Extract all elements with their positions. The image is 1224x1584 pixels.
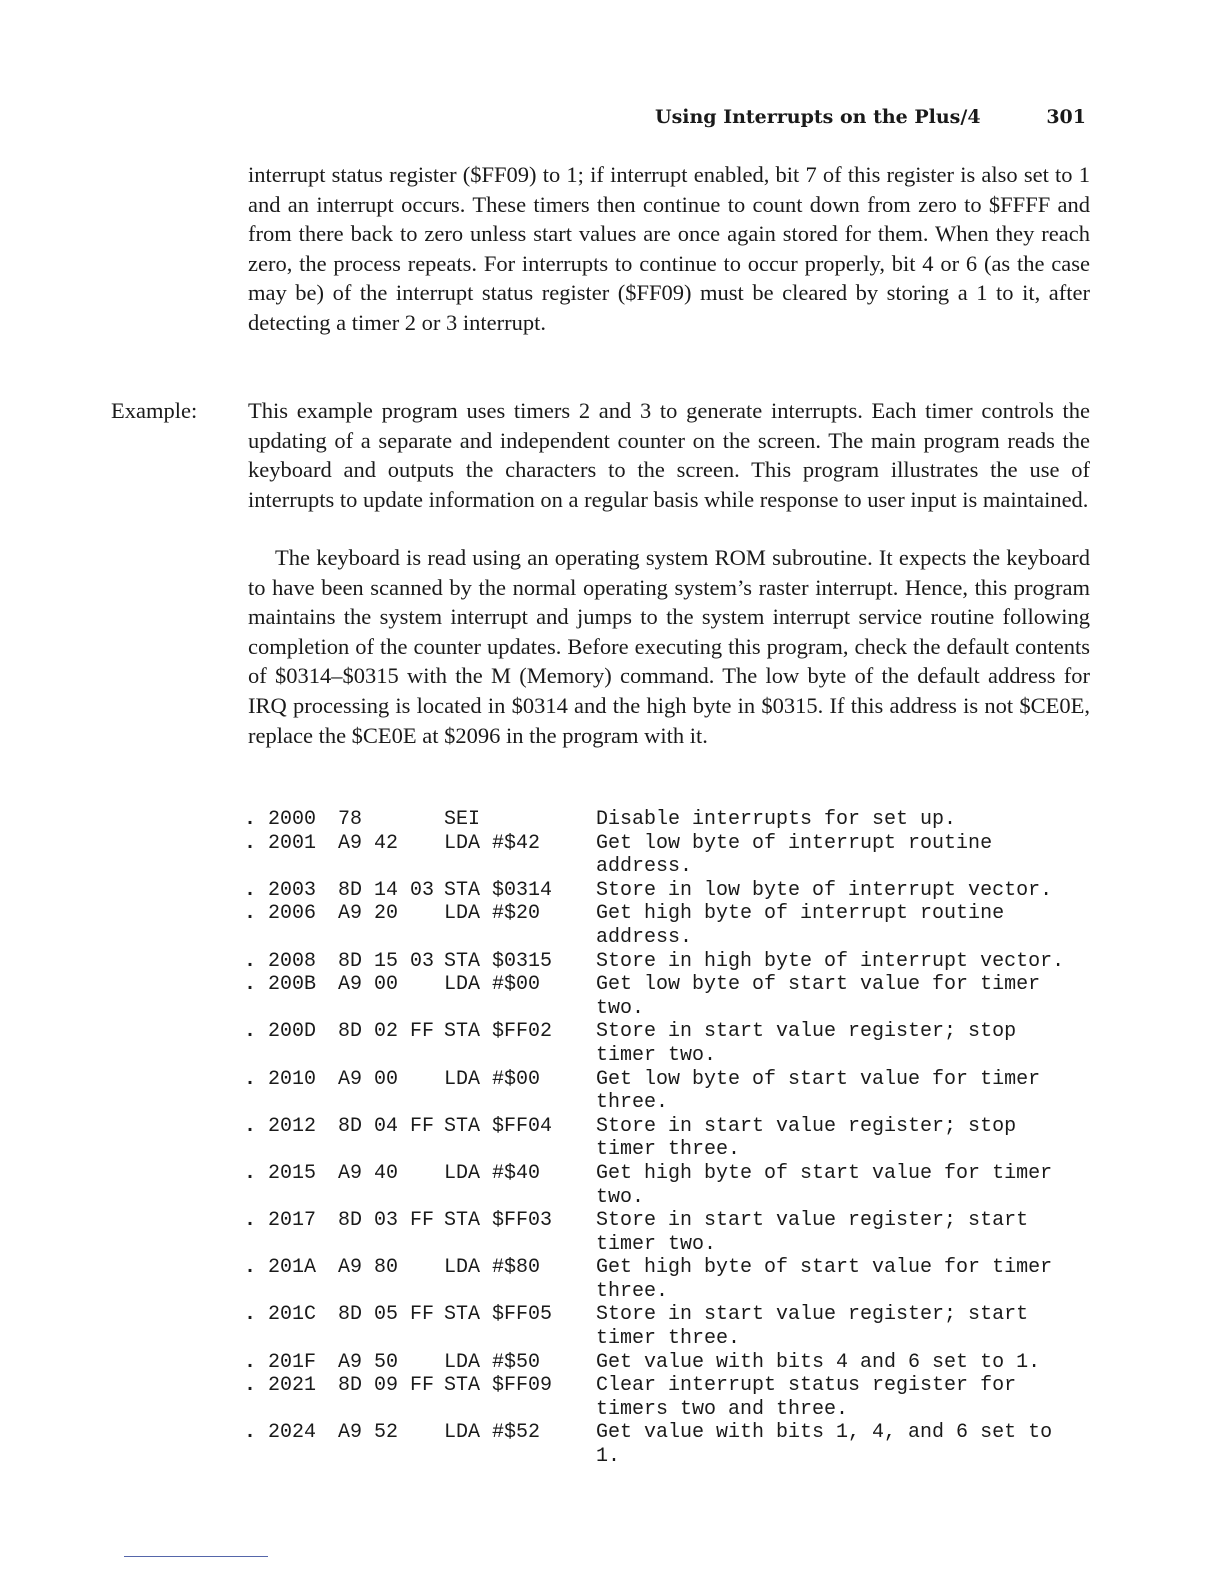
row-address: 2010: [268, 1067, 317, 1091]
example-label: Example:: [111, 398, 198, 423]
row-address: 200D: [268, 1020, 317, 1044]
row-address: 2001: [268, 831, 317, 855]
listing-row: [244, 879, 1094, 903]
row-bytes: A9 52: [338, 1421, 399, 1445]
assembly-listing: [244, 808, 1094, 1469]
row-bytes: 8D 14 03: [338, 878, 435, 902]
row-marker: .: [244, 831, 257, 855]
row-instruction: LDA #$00: [444, 1067, 541, 1091]
row-comment: Disable interrupts for set up.: [596, 808, 957, 831]
row-instruction: LDA #$42: [444, 831, 541, 855]
row-instruction: LDA #$80: [444, 1256, 541, 1280]
row-comment: Get value with bits 4 and 6 set to 1.: [596, 1350, 1041, 1374]
listing-row: [244, 1374, 1094, 1421]
listing-row: [244, 950, 1094, 974]
row-bytes: 8D 03 FF: [338, 1209, 435, 1233]
row-marker: .: [244, 1374, 257, 1398]
row-bytes: A9 50: [338, 1350, 399, 1374]
row-marker: .: [244, 1020, 257, 1044]
row-instruction: STA $FF05: [444, 1303, 553, 1327]
row-comment: Get low byte of start value for timer three.: [596, 1067, 1041, 1115]
row-bytes: A9 00: [338, 973, 399, 997]
row-bytes: A9 40: [338, 1161, 399, 1185]
row-marker: .: [244, 1209, 257, 1233]
row-bytes: 8D 04 FF: [338, 1114, 435, 1138]
row-address: 2017: [268, 1209, 317, 1233]
row-address: 2012: [268, 1114, 317, 1138]
row-instruction: LDA #$52: [444, 1421, 541, 1445]
page-number: 301: [1046, 106, 1086, 128]
row-instruction: LDA #$40: [444, 1161, 541, 1185]
row-instruction: STA $0314: [444, 878, 553, 902]
row-bytes: 8D 09 FF: [338, 1374, 435, 1398]
row-instruction: LDA #$00: [444, 973, 541, 997]
row-bytes: 8D 05 FF: [338, 1303, 435, 1327]
row-instruction: SEI: [444, 808, 481, 831]
row-address: 2006: [268, 902, 317, 926]
row-marker: .: [244, 949, 257, 973]
row-marker: .: [244, 973, 257, 997]
row-instruction: STA $FF09: [444, 1374, 553, 1398]
listing-row: [244, 1209, 1094, 1256]
row-instruction: STA $FF04: [444, 1114, 553, 1138]
row-marker: .: [244, 1350, 257, 1374]
row-bytes: A9 80: [338, 1256, 399, 1280]
row-instruction: STA $0315: [444, 949, 553, 973]
row-marker: .: [244, 878, 257, 902]
listing-row: [244, 808, 1094, 832]
row-marker: .: [244, 1161, 257, 1185]
row-instruction: LDA #$50: [444, 1350, 541, 1374]
chapter-title: Using Interrupts on the Plus/4: [655, 106, 981, 128]
listing-row: [244, 1068, 1094, 1115]
row-address: 2008: [268, 949, 317, 973]
listing-row: [244, 1256, 1094, 1303]
row-bytes: A9 42: [338, 831, 399, 855]
listing-row: [244, 1020, 1094, 1067]
row-address: 2021: [268, 1374, 317, 1398]
listing-row: [244, 1421, 1094, 1468]
listing-row: [244, 1303, 1094, 1350]
paragraph-example-intro: This example program uses timers 2 and 3 to generate interrupts. Each timer controls the updating of a separate and independent counter on the screen. The main program reads the keyboard and outputs the characters to the screen. This program illustrates the use of interrupts to update information on a regular basis while response to user input is maintained.: [248, 398, 1090, 512]
row-bytes: 8D 02 FF: [338, 1020, 435, 1044]
row-comment: Get high byte of interrupt routine address.: [596, 902, 1005, 949]
row-instruction: LDA #$20: [444, 902, 541, 926]
row-comment: Store in start value register; stop timer two.: [596, 1020, 1017, 1067]
row-address: 2003: [268, 878, 317, 902]
row-comment: Get low byte of interrupt routine address.: [596, 831, 993, 879]
listing-row: [244, 973, 1094, 1020]
row-comment: Store in high byte of interrupt vector.: [596, 949, 1065, 973]
row-comment: Store in start value register; start timer three.: [596, 1303, 1029, 1351]
row-marker: .: [244, 808, 257, 831]
row-address: 201A: [268, 1256, 317, 1280]
paragraph-keyboard-routine: The keyboard is read using an operating system ROM subroutine. It expects the keyboard to have been scanned by the normal operating system’s raster interrupt. Hence, this program maintains the system interrupt and jumps to the system interrupt service routine following completion of the counter updates. Before executing this program, check the default contents of $0314–$0315 with the M (Memory) command. The low byte of the default address for IRQ processing is located in $0314 and the high byte in $0315. If this address is not $CE0E, replace the $CE0E at $2096 in the program with it.: [248, 545, 1090, 748]
row-comment: Get value with bits 1, 4, and 6 set to 1.: [596, 1421, 1053, 1469]
row-comment: Get low byte of start value for timer two.: [596, 973, 1041, 1020]
row-bytes: 8D 15 03: [338, 949, 435, 973]
row-address: 2000: [268, 808, 317, 831]
row-bytes: 78: [338, 808, 363, 831]
row-comment: Get high byte of start value for timer three.: [596, 1256, 1053, 1303]
row-marker: .: [244, 1114, 257, 1138]
row-address: 2015: [268, 1161, 317, 1185]
row-marker: .: [244, 1421, 257, 1445]
row-address: 201C: [268, 1303, 317, 1327]
listing-row: [244, 1351, 1094, 1375]
row-comment: Store in start value register; stop timer three.: [596, 1114, 1017, 1162]
listing-row: [244, 1115, 1094, 1162]
row-comment: Store in start value register; start timer two.: [596, 1209, 1029, 1256]
row-address: 201F: [268, 1350, 317, 1374]
listing-row: [244, 902, 1094, 949]
row-instruction: STA $FF02: [444, 1020, 553, 1044]
row-comment: Get high byte of start value for timer two.: [596, 1161, 1053, 1209]
row-marker: .: [244, 1256, 257, 1280]
row-address: 2024: [268, 1421, 317, 1445]
row-instruction: STA $FF03: [444, 1209, 553, 1233]
paragraph-interrupt-status: interrupt status register ($FF09) to 1; if interrupt enabled, bit 7 of this register is also set to 1 and an interrupt occurs. These timers then continue to count down from zero to $FFFF and from there back to zero unless start values are once again stored for them. When they reach zero, the process repeats. For interrupts to continue to occur properly, bit 4 or 6 (as the case may be) of the interrupt status register ($FF09) must be cleared by storing a 1 to it, after detecting a timer 2 or 3 interrupt.: [248, 162, 1090, 335]
row-address: 200B: [268, 973, 317, 997]
footnote-rule: [124, 1556, 268, 1557]
row-marker: .: [244, 902, 257, 926]
listing-row: [244, 1162, 1094, 1209]
row-bytes: A9 20: [338, 902, 399, 926]
row-comment: Clear interrupt status register for timers two and three.: [596, 1374, 1017, 1421]
row-bytes: A9 00: [338, 1067, 399, 1091]
row-marker: .: [244, 1303, 257, 1327]
listing-row: [244, 832, 1094, 879]
row-marker: .: [244, 1067, 257, 1091]
row-comment: Store in low byte of interrupt vector.: [596, 878, 1053, 902]
